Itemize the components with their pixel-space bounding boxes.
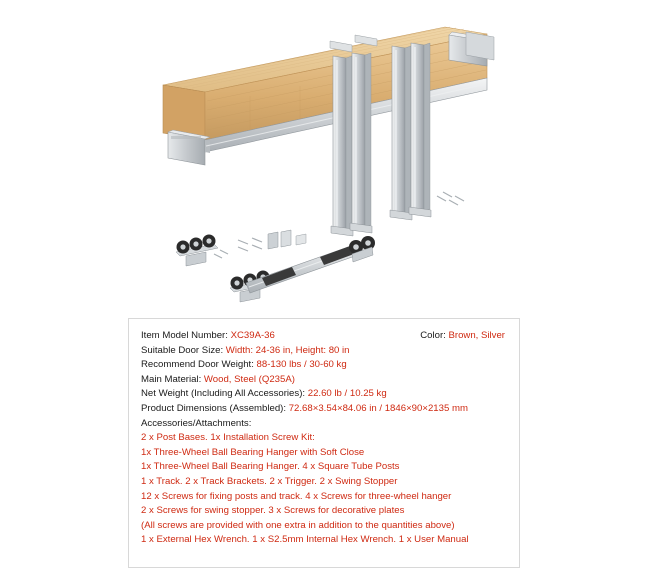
spec-label-net-weight: Net Weight (Including All Accessories): <box>141 388 306 400</box>
spec-row-net-weight <box>141 387 509 402</box>
color-value: Brown, Silver <box>448 330 505 341</box>
accessory-line-2: 1x Three-Wheel Ball Bearing Hanger with Soft Close <box>141 446 365 458</box>
spec-row-dimensions <box>141 402 509 417</box>
accessory-line-3: 1x Three-Wheel Ball Bearing Hanger. 4 x Square Tube Posts <box>141 461 400 473</box>
post-1 <box>333 56 352 230</box>
soft-close-track <box>246 236 375 293</box>
post-4 <box>411 43 430 211</box>
accessory-line-4: 1 x Track. 2 x Track Brackets. 2 x Trigger. 2 x Swing Stopper <box>141 475 398 487</box>
spec-label-door-weight: Recommend Door Weight: <box>141 359 254 371</box>
spec-label-material: Main Material: <box>141 373 202 385</box>
spec-row-material <box>141 373 509 388</box>
three-wheel-hanger-left <box>176 235 218 267</box>
accessories-title: Accessories/Attachments: <box>141 417 252 429</box>
spec-value-door-weight: 88-130 lbs / 30-60 kg <box>256 359 347 371</box>
small-parts-row <box>238 230 306 251</box>
spec-value-dimensions: 72.68×3.54×84.06 in / 1846×90×2135 mm <box>288 402 468 414</box>
color-label: Color: <box>420 330 446 341</box>
spec-row-model <box>141 329 509 344</box>
spec-value-net-weight: 22.60 lb / 10.25 kg <box>307 388 387 400</box>
loose-screws-right <box>437 192 464 205</box>
color-row <box>420 329 505 344</box>
accessory-line-6: 2 x Screws for swing stopper. 3 x Screws for decorative plates <box>141 505 405 517</box>
accessory-line-8: 1 x External Hex Wrench. 1 x S2.5mm Internal Hex Wrench. 1 x User Manual <box>141 534 469 546</box>
spec-value-material: Wood, Steel (Q235A) <box>203 373 295 385</box>
post-2 <box>352 53 371 227</box>
spec-row-door-weight <box>141 358 509 373</box>
accessory-line-5: 12 x Screws for fixing posts and track. 4 x Screws for three-wheel hanger <box>141 490 452 502</box>
spec-value-door-size: Width: 24-36 in, Height: 80 in <box>225 344 350 356</box>
spec-label-dimensions: Product Dimensions (Assembled): <box>141 402 287 414</box>
accessory-line-7: (All screws are provided with one extra in addition to the quantities above) <box>141 519 455 531</box>
spec-row-door-size <box>141 344 509 359</box>
specification-card <box>128 318 520 568</box>
spec-value-model: XC39A-36 <box>230 330 275 341</box>
spec-label-model: Item Model Number: <box>141 330 228 341</box>
post-3 <box>392 46 411 214</box>
accessory-line-1: 2 x Post Bases. 1x Installation Screw Kit: <box>141 432 315 444</box>
spec-label-door-size: Suitable Door Size: <box>141 344 224 356</box>
